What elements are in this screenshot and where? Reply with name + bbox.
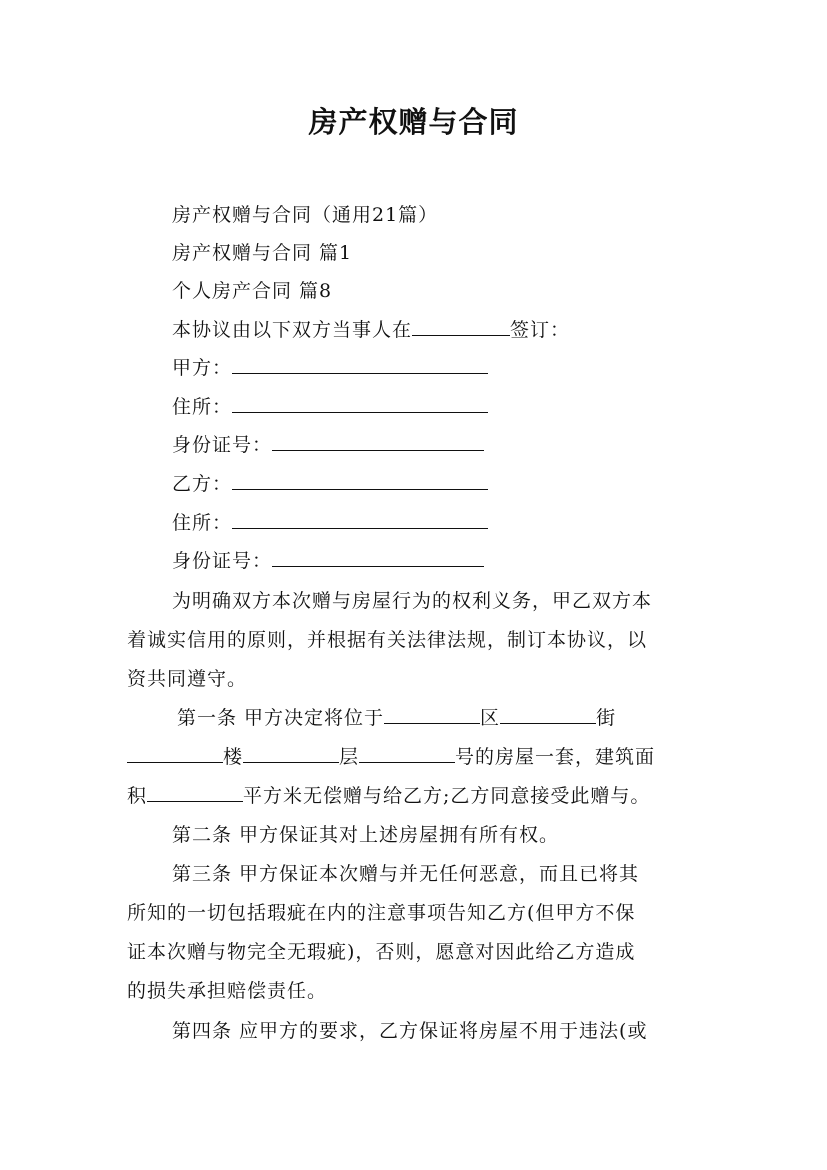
party-a-line <box>172 353 488 380</box>
doc-line: 个人房产合同 篇8 <box>172 280 333 302</box>
label: 乙方： <box>172 473 233 495</box>
doc-line: 房产权赠与合同 篇1 <box>172 242 353 264</box>
article-3-line: 证本次赠与物完全无瑕疵)，否则，愿意对因此给乙方造成 <box>127 941 636 963</box>
fill-blank <box>500 707 596 724</box>
fill-blank <box>412 319 510 336</box>
text: 积 <box>127 785 148 807</box>
article-2-line: 第二条 甲方保证其对上述房屋拥有所有权。 <box>172 824 560 846</box>
fill-blank <box>232 396 488 413</box>
article-1-line <box>177 703 616 730</box>
fill-blank <box>243 746 339 763</box>
article-3-line: 第三条 甲方保证本次赠与并无任何恶意，而且已将其 <box>172 863 640 885</box>
text: 号的房屋一套，建筑面 <box>455 746 656 768</box>
text: 楼 <box>223 746 244 768</box>
label: 住所： <box>172 512 233 534</box>
fill-blank <box>359 746 455 763</box>
doc-line: 房产权赠与合同（通用21篇） <box>172 204 439 226</box>
party-a-id-line <box>172 430 484 457</box>
text: 本协议由以下双方当事人在 <box>172 319 413 341</box>
fill-blank <box>272 434 484 451</box>
article-1-line <box>127 742 655 769</box>
text: 平方米无偿赠与给乙方;乙方同意接受此赠与。 <box>243 785 651 807</box>
fill-blank <box>232 357 488 374</box>
paragraph-line: 着诚实信用的原则，并根据有关法律法规，制订本协议，以 <box>127 629 648 651</box>
label: 身份证号： <box>172 550 273 572</box>
fill-blank <box>127 746 223 763</box>
party-b-line <box>172 469 488 496</box>
text: 第一条 甲方决定将位于 <box>177 707 385 729</box>
doc-line <box>172 315 570 342</box>
text: 签订： <box>510 319 571 341</box>
text: 层 <box>339 746 360 768</box>
text: 区 <box>480 707 501 729</box>
label: 身份证号： <box>172 434 273 456</box>
fill-blank <box>272 550 484 567</box>
label: 甲方： <box>172 357 233 379</box>
party-a-address-line <box>172 392 488 419</box>
party-b-id-line <box>172 546 484 573</box>
article-3-line: 所知的一切包括瑕疵在内的注意事项告知乙方(但甲方不保 <box>127 902 636 924</box>
document-title: 房产权赠与合同 <box>308 105 519 139</box>
fill-blank <box>147 785 243 802</box>
article-4-line: 第四条 应甲方的要求，乙方保证将房屋不用于违法(或 <box>172 1020 648 1042</box>
fill-blank <box>232 473 488 490</box>
paragraph-line: 资共同遵守。 <box>127 668 248 690</box>
paragraph-line: 为明确双方本次赠与房屋行为的权利义务，甲乙双方本 <box>172 590 653 612</box>
party-b-address-line <box>172 508 488 535</box>
label: 住所： <box>172 396 233 418</box>
fill-blank <box>384 707 480 724</box>
fill-blank <box>232 512 488 529</box>
article-3-line: 的损失承担赔偿责任。 <box>127 980 328 1002</box>
article-1-line <box>127 781 650 808</box>
text: 街 <box>596 707 617 729</box>
